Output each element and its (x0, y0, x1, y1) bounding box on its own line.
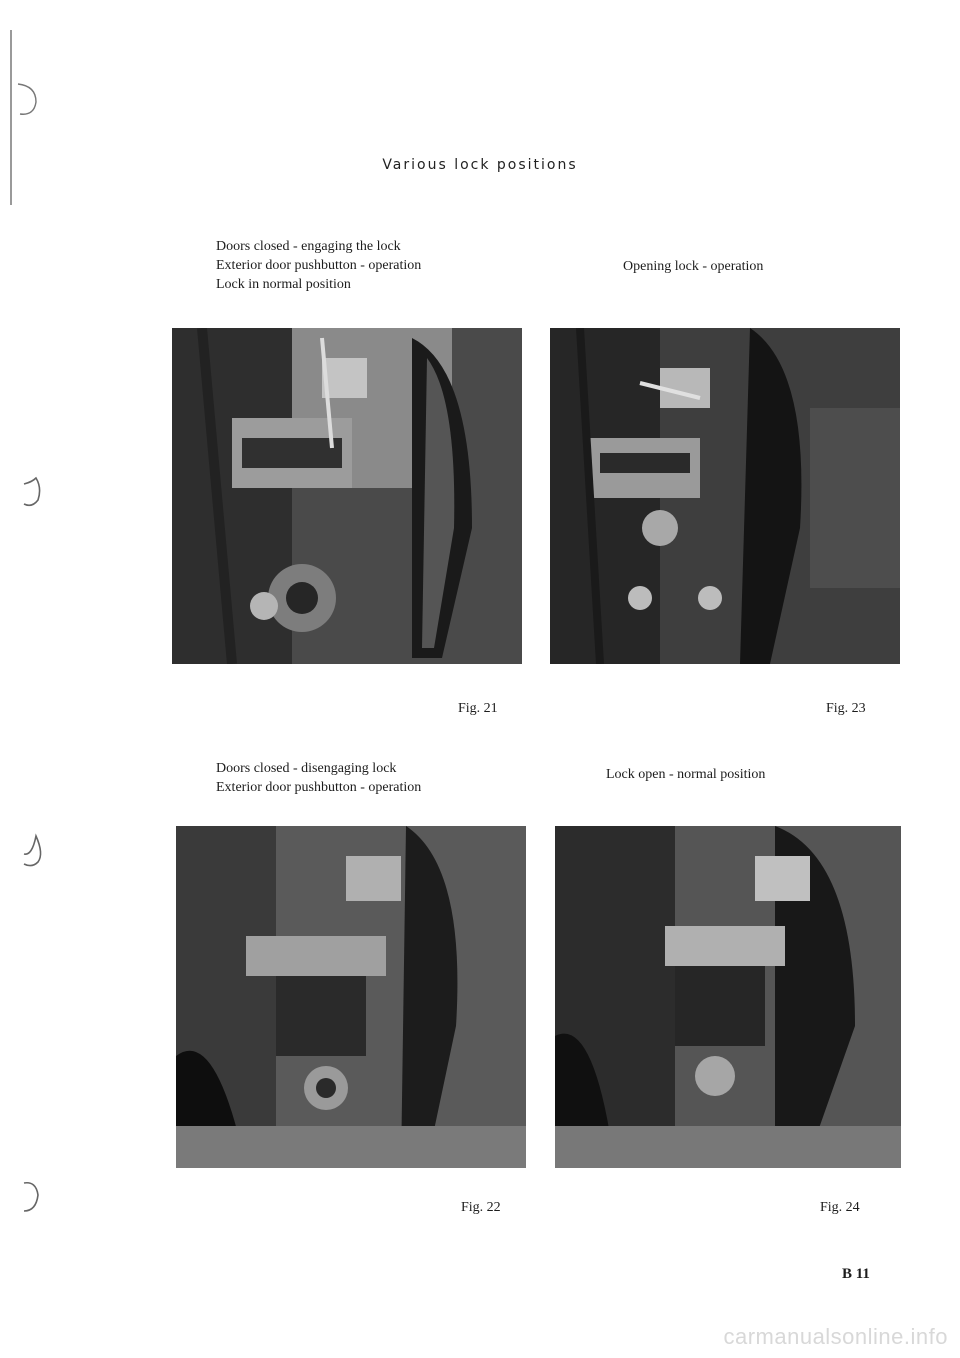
caption-line: Doors closed - engaging the lock (216, 239, 401, 254)
figure-22-label: Fig. 22 (461, 1200, 501, 1215)
caption-line: Opening lock - operation (623, 259, 764, 274)
figure-23-caption (623, 257, 763, 276)
figure-24-photo (555, 826, 901, 1168)
punch-hole-mark (22, 472, 48, 512)
page-title: Various lock positions (382, 157, 578, 173)
caption-line: Exterior door pushbutton - operation (216, 258, 422, 273)
figure-24-label: Fig. 24 (820, 1200, 860, 1215)
caption-line: Lock in normal position (216, 277, 351, 292)
page-number: B 11 (842, 1266, 870, 1282)
caption-line: Exterior door pushbutton - operation (216, 780, 422, 795)
figure-21-caption (216, 237, 421, 294)
caption-line: Doors closed - disengaging lock (216, 761, 397, 776)
figure-22-caption (216, 759, 421, 797)
figure-23-photo (550, 328, 900, 664)
figure-21-photo (172, 328, 522, 664)
site-watermark: carmanualsonline.info (723, 1324, 948, 1349)
punch-hole-mark (22, 830, 48, 870)
caption-line: Lock open - normal position (606, 767, 766, 782)
punch-hole-mark (12, 80, 38, 120)
figure-23-label: Fig. 23 (826, 701, 866, 716)
figure-24-caption (606, 765, 765, 784)
figure-22-photo (176, 826, 526, 1168)
punch-hole-mark (20, 1175, 46, 1215)
figure-21-label: Fig. 21 (458, 701, 498, 716)
